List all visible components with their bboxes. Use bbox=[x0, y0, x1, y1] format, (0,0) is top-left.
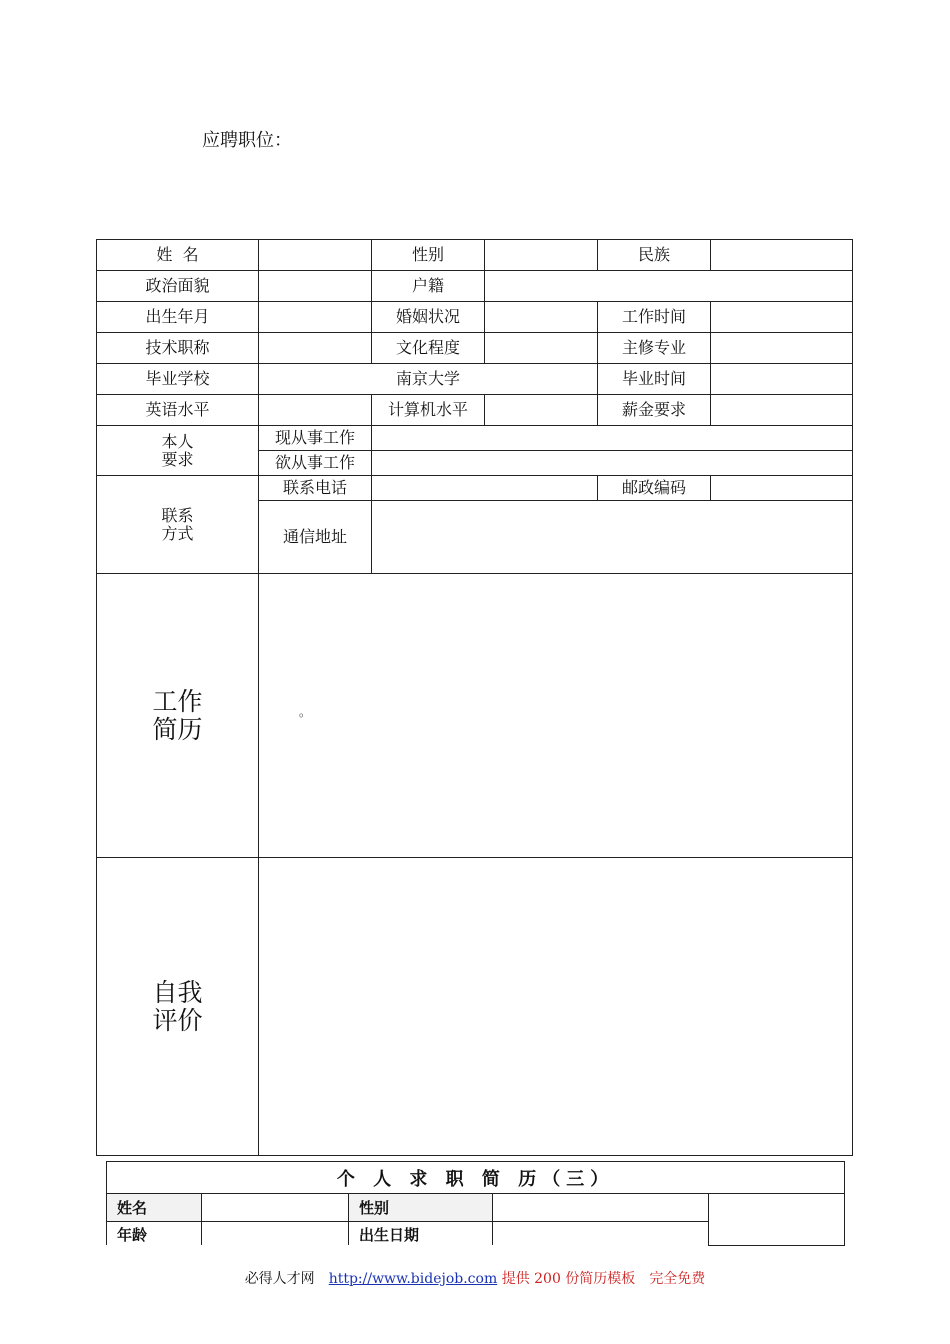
birth-label: 出生年月 bbox=[97, 302, 259, 333]
political-label: 政治面貌 bbox=[97, 271, 259, 302]
work-history-mark: 。 bbox=[299, 705, 312, 719]
page-footer bbox=[0, 1268, 950, 1288]
address-field[interactable] bbox=[372, 501, 853, 574]
english-field[interactable] bbox=[259, 395, 372, 426]
education-label: 文化程度 bbox=[372, 333, 485, 364]
resume3-gender-field[interactable] bbox=[493, 1194, 709, 1222]
name-field[interactable] bbox=[259, 240, 372, 271]
gender-field[interactable] bbox=[485, 240, 598, 271]
gender-label: 性别 bbox=[372, 240, 485, 271]
position-label: 应聘职位： bbox=[202, 130, 292, 151]
contact-label-line2: 方式 bbox=[161, 523, 194, 543]
resume3-name-label: 姓名 bbox=[107, 1194, 202, 1222]
resume3-age-field[interactable] bbox=[202, 1222, 349, 1246]
political-field[interactable] bbox=[259, 271, 372, 302]
major-field[interactable] bbox=[711, 333, 853, 364]
major-label: 主修专业 bbox=[598, 333, 711, 364]
title-label: 技术职称 bbox=[97, 333, 259, 364]
name-label: 姓 名 bbox=[97, 240, 259, 271]
ethnicity-field[interactable] bbox=[711, 240, 853, 271]
school-field[interactable]: 南京大学 bbox=[259, 364, 598, 395]
salary-label: 薪金要求 bbox=[598, 395, 711, 426]
resume3-birthdate-field[interactable] bbox=[493, 1222, 709, 1246]
resume3-name-field[interactable] bbox=[202, 1194, 349, 1222]
computer-label: 计算机水平 bbox=[372, 395, 485, 426]
contact-label bbox=[97, 476, 259, 574]
address-label: 通信地址 bbox=[259, 501, 372, 574]
work-time-field[interactable] bbox=[711, 302, 853, 333]
birth-field[interactable] bbox=[259, 302, 372, 333]
grad-time-field[interactable] bbox=[711, 364, 853, 395]
current-job-field[interactable] bbox=[372, 426, 853, 451]
current-job-label: 现从事工作 bbox=[259, 426, 372, 451]
postcode-label: 邮政编码 bbox=[598, 476, 711, 501]
resume-form-table bbox=[96, 239, 853, 1156]
grad-time-label: 毕业时间 bbox=[598, 364, 711, 395]
desired-job-label: 欲从事工作 bbox=[259, 451, 372, 476]
desired-job-field[interactable] bbox=[372, 451, 853, 476]
education-field[interactable] bbox=[485, 333, 598, 364]
work-history-field[interactable] bbox=[259, 574, 853, 858]
school-label: 毕业学校 bbox=[97, 364, 259, 395]
hukou-field[interactable] bbox=[485, 271, 853, 302]
self-evaluation-label-line2: 评价 bbox=[152, 1005, 203, 1035]
footer-free-text: 完全免费 bbox=[649, 1271, 706, 1287]
marital-label: 婚姻状况 bbox=[372, 302, 485, 333]
resume3-photo-cell bbox=[709, 1194, 845, 1246]
work-history-label-line2: 简历 bbox=[152, 714, 203, 744]
self-evaluation-label bbox=[97, 858, 259, 1156]
work-history-label bbox=[97, 574, 259, 858]
resume3-age-label: 年龄 bbox=[107, 1222, 202, 1246]
footer-promo: 提供 200 份简历模板 bbox=[501, 1271, 636, 1287]
requirements-label-line2: 要求 bbox=[161, 449, 194, 469]
resume-template-3-title: 个 人 求 职 简 历（三） bbox=[107, 1162, 845, 1194]
postcode-field[interactable] bbox=[711, 476, 853, 501]
phone-field[interactable] bbox=[372, 476, 598, 501]
computer-field[interactable] bbox=[485, 395, 598, 426]
work-time-label: 工作时间 bbox=[598, 302, 711, 333]
phone-label: 联系电话 bbox=[259, 476, 372, 501]
contact-label-line1: 联系 bbox=[161, 505, 194, 525]
resume3-birthdate-label: 出生日期 bbox=[349, 1222, 493, 1246]
resume3-gender-label: 性别 bbox=[349, 1194, 493, 1222]
hukou-label: 户籍 bbox=[372, 271, 485, 302]
english-label: 英语水平 bbox=[97, 395, 259, 426]
self-evaluation-field[interactable] bbox=[259, 858, 853, 1156]
footer-url-link[interactable]: http://www.bidejob.com bbox=[328, 1271, 498, 1287]
requirements-label-line1: 本人 bbox=[161, 431, 194, 451]
ethnicity-label: 民族 bbox=[598, 240, 711, 271]
resume-template-3-table bbox=[106, 1161, 845, 1246]
salary-field[interactable] bbox=[711, 395, 853, 426]
requirements-label bbox=[97, 426, 259, 476]
footer-site-name: 必得人才网 bbox=[244, 1271, 315, 1287]
work-history-label-line1: 工作 bbox=[152, 687, 203, 716]
self-evaluation-label-line1: 自我 bbox=[152, 978, 203, 1007]
title-field[interactable] bbox=[259, 333, 372, 364]
marital-field[interactable] bbox=[485, 302, 598, 333]
